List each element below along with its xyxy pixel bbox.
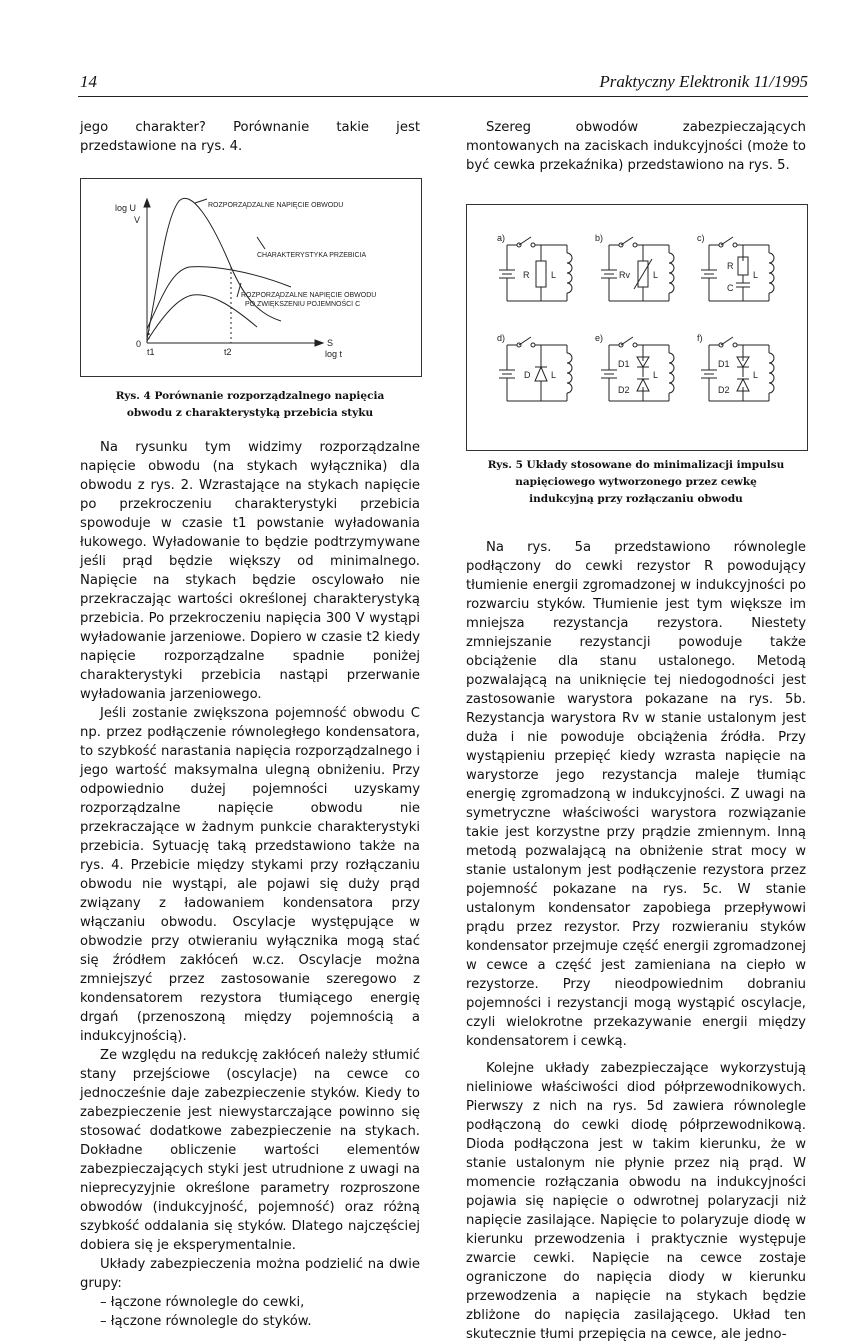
circuit-d xyxy=(499,337,572,401)
origin-label: 0 xyxy=(136,339,142,349)
list-item: – łączone równolegle do cewki, xyxy=(100,1293,420,1312)
caption-5-line-3: indukcyjną przy rozłączaniu obwodu xyxy=(529,493,743,505)
R-label: R xyxy=(727,261,734,271)
label-reduced-2: PO ZWIĘKSZENIU POJEMNOŚCI C xyxy=(245,301,361,308)
y-axis-label: log U xyxy=(115,203,137,213)
left-paragraph-2: Jeśli zostanie zwiększona pojemność obwodu C np. przez podłączenie równoległego kondensatora, to szybkość narastania napięcia rozporządzalnego i jego wartość maksymalna ulegną obniżeniu. Przy odpowiednio dużej pojemności uzyskamy rozporządzalne napięcie obwodu nie przekraczające w żadnym punkcie charakterystyki przebicia. Sytuację taką przedstawiono także na rys. 4. Przebicie między stykami przy rozłączaniu obwodu nie wystąpi, ale pojawi się duży prąd związany z ładowaniem kondensatora przy włączaniu obwodu. Oscylacje występujące w obwodzie przy otwieraniu wyłącznika mogą stać się źródłem zakłóceń w.cz. Oscylacje można zmniejszyć przez zastosowanie szeregowo z kondensatorem rezystora tłumiącego energię drgań (przenoszoną między pojemnością a indukcyjnością). xyxy=(80,706,420,1044)
circuit-f-label: f) xyxy=(697,333,703,343)
reduced-voltage-curve xyxy=(147,295,257,341)
left-intro xyxy=(80,118,420,156)
right-body xyxy=(466,538,806,1344)
journal-title: Praktyczny Elektronik 11/1995 xyxy=(599,72,808,91)
caption-4-line-2: obwodu z charakterystyką przebicia styku xyxy=(126,407,374,419)
s-label: S xyxy=(327,338,334,348)
D-label: D xyxy=(524,370,531,380)
caption-5-line-1: Rys. 5 Układy stosowane do minimalizacji impulsu xyxy=(487,459,785,471)
t1-label: t1 xyxy=(147,347,155,357)
Rv-label: Rv xyxy=(619,270,630,280)
circuit-b-label: b) xyxy=(595,233,604,243)
circuit-d-label: d) xyxy=(497,333,506,343)
circuit-c xyxy=(701,237,774,301)
right-paragraph-2: Kolejne układy zabezpieczające wykorzystują nieliniowe właściwości diod półprzewodnikowych. Pierwszy z nich na rys. 5d zawiera równolegle podłączoną do cewki diodę półprzewodnikową. Dioda podłączona jest w takim kierunku, że w stanie ustalonym nie płynie przez nią prąd. W momencie rozłączania obwodu na indukcyjności pojawia się napięcie o odwrotnej polaryzacji niż napięcie zasilające. Napięcie to polaryzuje diodę w kierunku przewodzenia i praktycznie występuje zwarcie cewki. Napięcie na cewce zostaje ograniczone do napięcia diody w kierunku przewodzenia a napięcie na stykach będzie zbliżone do napięcia zasilającego. Układ ten skutecznie tłumi przepięcia na cewce, ale jedno- xyxy=(466,1061,806,1342)
caption-4-line-1: Rys. 4 Porównanie rozporządzalnego napięcia xyxy=(115,390,385,402)
right-intro-text: Szereg obwodów zabezpieczających montowanych na zaciskach indukcyjności (może to być cewka przekaźnika) przedstawiono na rys. 5. xyxy=(466,120,806,173)
L-label: L xyxy=(753,270,759,280)
L-label: L xyxy=(753,370,759,380)
available-voltage-curve xyxy=(147,198,281,339)
figure-5-circuits xyxy=(467,205,807,450)
figure-4-graph xyxy=(81,179,421,376)
right-intro xyxy=(466,118,806,175)
circuit-a xyxy=(499,237,572,301)
left-intro-text: jego charakter? Porównanie takie jest przedstawione na rys. 4. xyxy=(80,120,420,154)
L-label: L xyxy=(653,270,659,280)
label-reduced-1: ROZPORZĄDZALNE NAPIĘCIE OBWODU xyxy=(241,292,377,299)
L-label: L xyxy=(551,270,557,280)
left-paragraph-4: Układy zabezpieczenia można podzielić na dwie grupy: xyxy=(80,1257,420,1291)
D1-label: D1 xyxy=(718,359,730,369)
circuit-c-label: c) xyxy=(697,233,705,243)
L-label: L xyxy=(653,370,659,380)
t2-label: t2 xyxy=(224,347,232,357)
left-paragraph-1: Na rysunku tym widzimy rozporządzalne napięcie obwodu (na stykach wyłącznika) dla obwodu z rys. 2. Wzrastające na stykach napięcie po przekroczeniu charakterystyki przebicia spowoduje w czasie t1 powstanie wyładowania łukowego. Wyładowanie to będzie podtrzymywane jeśli prąd będzie większy od minimalnego. Napięcie na stykach będzie oscylowało nie przekraczając wartości określonej charakterystyką przebicia. Po przekroczeniu napięcia 300 V wystąpi wyładowanie jarzeniowe. Dopiero w czasie t2 kiedy napięcie rozporządzalne spadnie poniżej charakterystyki przebicia nastąpi przerwanie wyładowania jarzeniowego. xyxy=(80,440,420,702)
circuit-e xyxy=(601,337,674,401)
page-number: 14 xyxy=(80,72,97,91)
x-axis-label: log t xyxy=(325,349,343,359)
label-available-voltage: ROZPORZĄDZALNE NAPIĘCIE OBWODU xyxy=(208,202,344,209)
figure-5 xyxy=(466,204,808,451)
circuit-a-label: a) xyxy=(497,233,506,243)
figure-4-caption xyxy=(80,388,420,422)
header-rule xyxy=(78,96,808,97)
y-axis-arrow xyxy=(144,199,150,207)
circuit-e-label: e) xyxy=(595,333,604,343)
x-axis-arrow xyxy=(315,340,323,346)
y-axis-unit: V xyxy=(134,215,141,225)
groups-list xyxy=(80,1293,420,1331)
label-breakdown: CHARAKTERYSTYKA PRZEBICIA xyxy=(257,252,367,259)
circuit-f xyxy=(701,337,774,401)
C-label: C xyxy=(727,283,734,293)
leader-2 xyxy=(257,237,265,249)
right-paragraph-1: Na rys. 5a przedstawiono równolegle podłączony do cewki rezystor R powodujący tłumienie energii zgromadzonej w indukcyjności po rozwarciu styków. Tłumienie jest tym większe im mniejsza rezystancja rezystora. Niestety zmniejszanie rezystancji powoduje także obciążenie dla stanu ustalonego. Metodą pozwalającą na uniknięcie tej niedogodności jest zastosowanie warystora pokazane na rys. 5b. Rezystancja warystora Rv w stanie ustalonym jest duża i nie powoduje obciążenia źródła. Przy wystąpieniu przepięć kiedy wzrasta napięcie na warystorze jego rezystancja maleje tłumiąc energię zgromadzoną w indukcyjności. Z uwagi na symetryczne właściwości warystora rozwiązanie takie jest korzystne przy prądzie zmiennym. Inną metodą pozwalającą na obniżenie strat mocy w stanie ustalonym jest podłączenie rezystora przez pojemność pokazane na rys. 5c. W stanie ustalonym kondensator zapobiega przepływowi prądu przez rezystor. Przy rozwieraniu styków kondensator przejmuje część energii zgromadzonej w cewce a część jest zamieniana na ciepło w rezystorze. Przy nieodpowiednim dobraniu pojemności i rezystancji mogą wystąpić oscylacje, czyli wielokrotne przekazywanie energii między kondensatorem i cewką. xyxy=(466,540,806,1049)
figure-5-caption xyxy=(466,457,806,508)
left-paragraph-3: Ze względu na redukcję zakłóceń należy stłumić stany przejściowe (oscylacje) na cewce co jednocześnie daje zabezpieczenie styków. Kiedy to zabezpieczenie jest niewystarczające powinno się stosować dodatkowe zabezpieczenie na stykach. Dokładne obliczenie wartości elementów zabezpieczających styki jest utrudnione z uwagi na nieprecyzyjnie określone parametry rozproszone obwodów (indukcyjność, pojemność) oraz różną szybkość oddalania się styków. Dlatego najczęściej dobiera się je eksperymentalnie. xyxy=(80,1048,420,1253)
caption-5-line-2: napięciowego wytworzonego przez cewkę xyxy=(515,476,757,488)
D1-label: D1 xyxy=(618,359,630,369)
L-label: L xyxy=(551,370,557,380)
left-body xyxy=(80,438,420,1331)
leader-1 xyxy=(195,199,207,203)
list-item: – łączone równolegle do styków. xyxy=(100,1312,420,1331)
D2-label: D2 xyxy=(618,385,630,395)
circuit-b xyxy=(601,237,674,301)
R-label: R xyxy=(523,270,530,280)
D2-label: D2 xyxy=(718,385,730,395)
figure-4 xyxy=(80,178,422,377)
